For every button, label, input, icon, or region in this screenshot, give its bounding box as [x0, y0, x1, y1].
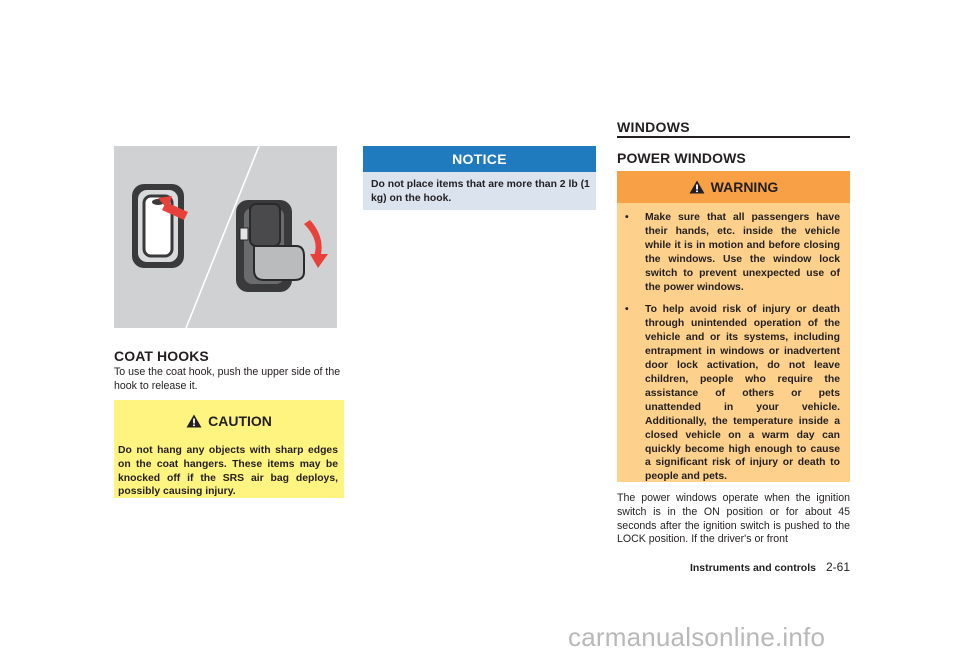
notice-text: Do not place items that are more than 2 lb (1 kg) on the hook.	[371, 179, 590, 204]
coat-hook-diagram	[114, 146, 337, 328]
footer-section: Instruments and controls	[689, 562, 816, 574]
warning-item-text: Make sure that all passengers have their hands, etc. inside the vehicle while it is in motion and before closing the windows. Use the window lock switch to prevent unexpected use of the power windows.	[645, 212, 840, 293]
notice-box	[363, 146, 596, 210]
section-title: WINDOWS	[617, 119, 690, 135]
caution-text: Do not hang any objects with sharp edges on the coat hangers. These items may be knocked off if the SRS air bag deploys, possibly causing injury.	[118, 445, 338, 498]
page-footer	[690, 560, 850, 574]
coat-hook-illustration	[114, 146, 337, 328]
power-windows-heading: POWER WINDOWS	[617, 150, 746, 166]
bullet: •	[625, 304, 629, 316]
coat-hook-closed-icon	[132, 184, 184, 268]
caution-label: CAUTION	[208, 413, 272, 429]
warning-item	[617, 303, 850, 484]
bullet: •	[625, 212, 629, 223]
page-number: 2-61	[825, 560, 850, 574]
section-rule	[617, 136, 850, 138]
warning-label: WARNING	[710, 179, 779, 195]
power-windows-body: The power windows operate when the ignition switch is in the ON position or for about 45 seconds after the ignition switch is pushed to the LOCK position. If the driver's or front	[617, 492, 850, 546]
warning-list	[617, 211, 850, 484]
warning-triangle-icon	[689, 180, 705, 194]
warning-header	[617, 171, 850, 203]
warning-box	[617, 171, 850, 482]
warning-item	[617, 211, 850, 294]
warning-item-text: To help avoid risk of injury or death through unintended operation of the vehicle and or its systems, including entrapment in windows or inadvertent door lock activation, do not leave children, people who require the assistance of others or pets unattended in your vehicle. Additionally, the temperature inside a closed vehicle on a warm day can quickly become high enough to cause a significant risk of injury or death to people and pets.	[645, 304, 840, 483]
caution-box	[114, 400, 344, 498]
watermark: carmanualsonline.info	[568, 622, 826, 652]
coat-hooks-body: To use the coat hook, push the upper side of the hook to release it.	[114, 366, 341, 392]
warning-triangle-icon	[186, 414, 202, 428]
notice-label: NOTICE	[452, 151, 507, 167]
notice-header	[363, 146, 596, 172]
coat-hooks-heading: COAT HOOKS	[114, 348, 209, 364]
caution-header	[114, 406, 344, 436]
